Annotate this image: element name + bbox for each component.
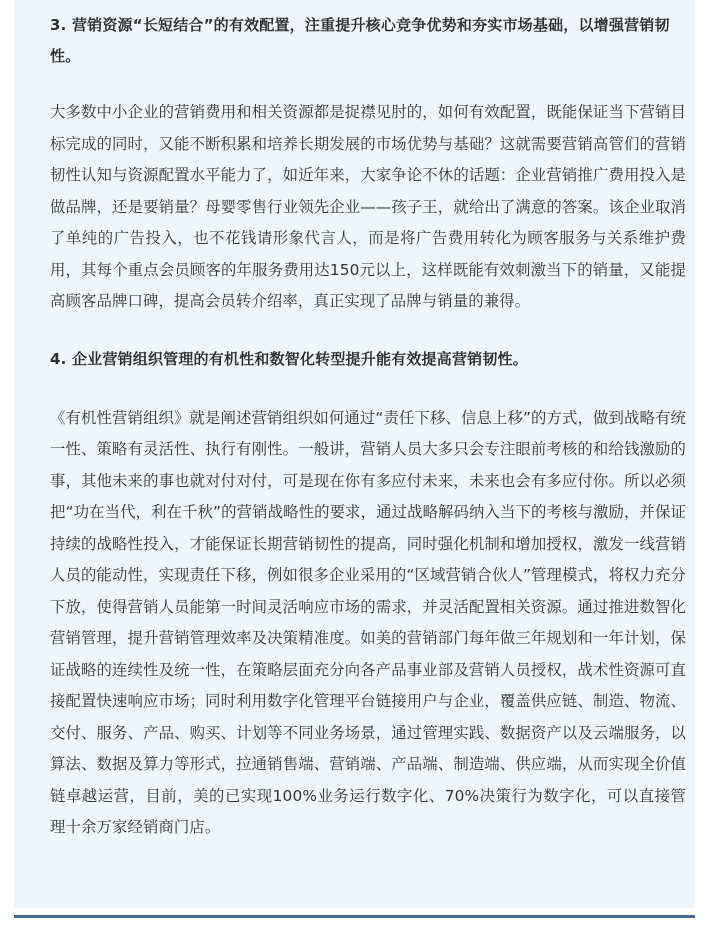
article-panel [14,0,695,908]
bottom-divider [14,915,695,918]
section-heading-4: 4. 企业营销组织管理的有机性和数智化转型提升能有效提高营销韧性。 [50,349,528,368]
paragraph-marketing-resources: 大多数中小企业的营销费用和相关资源都是捉襟见肘的，如何有效配置，既能保证当下营销目标完成的同时，又能不断积累和培养长期发展的市场优势与基础？这就需要营销高管们的营销韧性认知与资源配置水平能力了，如近年来，大家争论不休的话题：企业营销推广费用投入是做品牌，还是要销量？母婴零售行业领先企业——孩子王，就给出了满意的答案。该企业取消了单纯的广告投入，也不花钱请形象代言人，而是将广告费用转化为顾客服务与关系维护费用，其每个重点会员顾客的年服务费用达150元以上，这样既能有效刺激当下的销量，又能提高顾客品牌口碑，提高会员转介绍率，真正实现了品牌与销量的兼得。 [50,103,686,310]
paragraph-organization-management: 《有机性营销组织》就是阐述营销组织如何通过“责任下移、信息上移”的方式，做到战略有统一性、策略有灵活性、执行有刚性。一般讲，营销人员大多只会专注眼前考核的和给钱激励的事，其他未来的事也就对付对付，可是现在你有多应付未来，未来也会有多应付你。所以必须把“功在当代，利在千秋”的营销战略性的要求，通过战略解码纳入当下的考核与激励，并保证持续的战略性投入，才能保证长期营销韧性的提高，同时强化机制和增加授权，激发一线营销人员的能动性，实现责任下移，例如很多企业采用的“区域营销合伙人”管理模式，将权力充分下放，使得营销人员能第一时间灵活响应市场的需求，并灵活配置相关资源。通过推进数智化营销管理，提升营销管理效率及决策精准度。如美的营销部门每年做三年规划和一年计划，保证战略的连续性及统一性，在策略层面充分向各产品事业部及营销人员授权，战术性资源可直接配置快速响应市场；同时利用数字化管理平台链接用户与企业，覆盖供应链、制造、物流、交付、服务、产品、购买、计划等不同业务场景，通过管理实践、数据资产以及云端服务，以算法、数据及算力等形式，拉通销售端、营销端、产品端、制造端、供应端，从而实现全价值链卓越运营，目前，美的已实现100%业务运行数字化、70%决策行为数字化，可以直接管理十余万家经销商门店。 [50,408,686,836]
section-heading-3: 3. 营销资源“长短结合”的有效配置，注重提升核心竞争优势和夯实市场基础，以增强营销韧性。 [50,16,670,65]
article-content [50,10,686,844]
